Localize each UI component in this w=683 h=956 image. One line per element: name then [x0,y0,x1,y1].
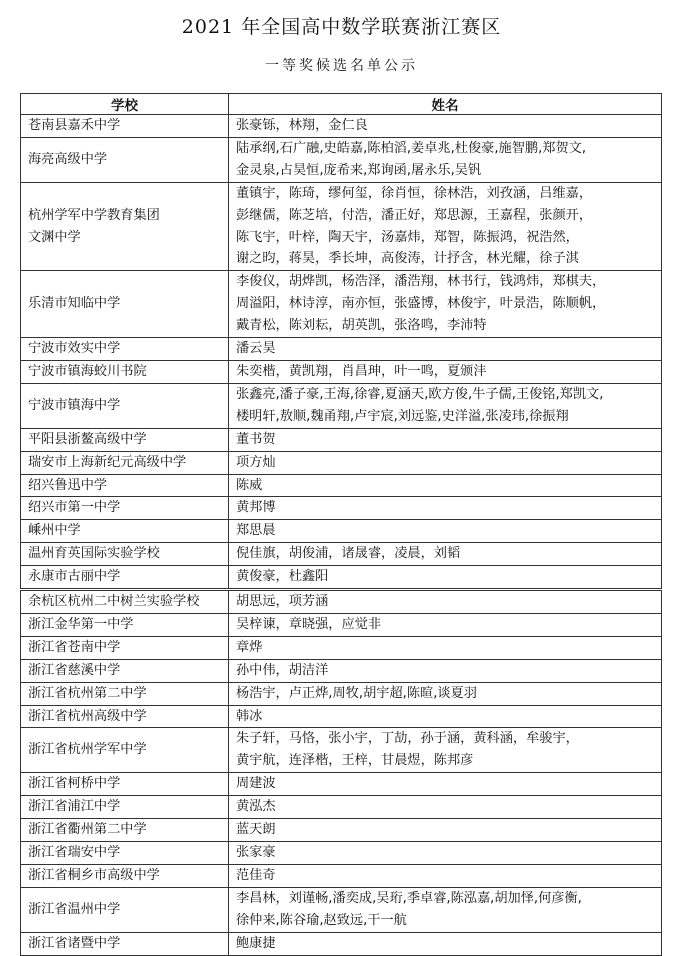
table-row [21,474,662,497]
table-row [21,520,662,543]
table-row [21,590,662,614]
names-cell: 李昌林，刘谨畅,潘奕成,吴珩,季卓睿,陈泓嘉,胡加怿,何彦衡, 徐仲来,陈谷瑜,赵致远,干一航 [229,887,662,932]
table-row [21,182,662,271]
names-cell: 韩冰 [229,705,662,728]
table-row [21,932,662,955]
school-cell: 浙江省杭州第二中学 [21,682,229,705]
school-cell: 余杭区杭州二中树兰实验学校 [21,590,229,614]
names-cell: 范佳奇 [229,864,662,887]
table-row [21,338,662,361]
table-row [21,271,662,338]
names-cell: 黄俊豪，杜鑫阳 [229,566,662,590]
school-cell: 宁波市镇海中学 [21,383,229,428]
school-cell: 苍南县嘉禾中学 [21,115,229,138]
school-cell: 浙江金华第一中学 [21,613,229,636]
school-cell: 宁波市效实中学 [21,338,229,361]
table-row [21,773,662,796]
school-cell: 浙江省瑞安中学 [21,842,229,865]
school-cell: 浙江省诸暨中学 [21,932,229,955]
names-cell: 周建波 [229,773,662,796]
table-row [21,383,662,428]
table-row [21,360,662,383]
names-cell: 张家豪 [229,842,662,865]
table-row [21,728,662,773]
table-row [21,887,662,932]
table-row [21,842,662,865]
names-cell: 章烨 [229,636,662,659]
document-subtitle: 一等奖候选名单公示 [265,58,418,74]
names-cell: 郑思晨 [229,520,662,543]
table-row [21,864,662,887]
school-cell: 浙江省杭州学军中学 [21,728,229,773]
table-row [21,705,662,728]
column-header-school: 学校 [21,94,229,115]
table-row [21,566,662,590]
school-cell: 宁波市镇海蛟川书院 [21,360,229,383]
table-row [21,659,662,682]
school-cell: 浙江省慈溪中学 [21,659,229,682]
school-cell: 嵊州中学 [21,520,229,543]
names-cell: 鲍康捷 [229,932,662,955]
document-title: 2021 年全国高中数学联赛浙江赛区 [181,16,502,38]
names-cell: 张鑫亮,潘子豪,王海,徐睿,夏涵天,欧方俊,牛子儒,王俊铭,郑凯文, 楼明轩,敖顺,魏甬翔,卢宇宸,刘远鉴,史洋溢,张凌玮,徐振翔 [229,383,662,428]
names-cell: 朱奕楷，黄凯翔，肖昌珅，叶一鸣，夏颁沣 [229,360,662,383]
table-row [21,497,662,520]
names-cell: 黄邦博 [229,497,662,520]
school-cell: 杭州学军中学教育集团 文渊中学 [21,182,229,271]
school-cell: 永康市古丽中学 [21,566,229,590]
table-row [21,428,662,451]
table-row [21,137,662,182]
table-header-row [21,94,662,115]
names-cell: 董镇宇，陈琦，缪何玺，徐肖恒，徐林浩，刘孜涵，吕维嘉， 彭继儒，陈芝培，付浩，潘正好，郑思源，王嘉程，张颜开， 陈飞宇，叶梓，陶天宇，汤嘉炜，郑智，陈振鸿，祝浩然， 谢之昀，蒋昊，季长坤，高俊涛，计抒含，林光耀，徐子淇 [229,182,662,271]
school-cell: 浙江省温州中学 [21,887,229,932]
school-cell: 浙江省苍南中学 [21,636,229,659]
names-cell: 黄泓杰 [229,796,662,819]
names-cell: 倪佳旗，胡俊浦，诸晟睿，凌晨，刘韬 [229,543,662,566]
table-row [21,636,662,659]
table-row [21,613,662,636]
school-cell: 绍兴市第一中学 [21,497,229,520]
column-header-names: 姓名 [229,94,662,115]
school-cell: 乐清市知临中学 [21,271,229,338]
table-row [21,819,662,842]
school-cell: 浙江省衢州第二中学 [21,819,229,842]
school-cell: 温州育英国际实验学校 [21,543,229,566]
names-cell: 潘云昊 [229,338,662,361]
names-cell: 孙中伟，胡洁洋 [229,659,662,682]
names-cell: 董书贺 [229,428,662,451]
names-cell: 陆承纲,石广融,史皓嘉,陈柏滔,姜卓兆,杜俊豪,施智鹏,郑贺文, 金灵泉,占昊恒,庞希来,郑询函,屠永乐,吴钒 [229,137,662,182]
names-cell: 吴梓谏，章晓强，应觉非 [229,613,662,636]
table-row [21,115,662,138]
names-cell: 朱子轩，马恪，张小宇，丁劼，孙于涵，黄科涵，牟骏宇， 黄宇航，连泽楷，王梓，甘晨煜，陈邦彦 [229,728,662,773]
names-cell: 陈威 [229,474,662,497]
names-cell: 杨浩宇，卢正烨,周牧,胡宇超,陈暄,谈夏羽 [229,682,662,705]
school-cell: 平阳县浙鳌高级中学 [21,428,229,451]
school-cell: 海亮高级中学 [21,137,229,182]
school-cell: 瑞安市上海新纪元高级中学 [21,451,229,474]
school-cell: 浙江省桐乡市高级中学 [21,864,229,887]
names-cell: 张豪铄，林翔，金仁良 [229,115,662,138]
school-cell: 绍兴鲁迅中学 [21,474,229,497]
names-cell: 蓝天朗 [229,819,662,842]
table-row [21,796,662,819]
school-cell: 浙江省柯桥中学 [21,773,229,796]
school-cell: 浙江省浦江中学 [21,796,229,819]
table-row [21,451,662,474]
table-row [21,682,662,705]
names-cell: 胡思远，项芳涵 [229,590,662,614]
school-cell: 浙江省杭州高级中学 [21,705,229,728]
names-cell: 项方灿 [229,451,662,474]
winners-table [20,93,662,956]
table-row [21,543,662,566]
names-cell: 李俊仪，胡烨凯，杨浩泽，潘浩翔，林书行，钱鸿炜，郑棋夫， 周溢阳，林诗淳，南亦恒，张盛博，林俊宇，叶景浩，陈顺帆， 戴青松，陈刘耘，胡英凯，张洛鸣，李沛特 [229,271,662,338]
